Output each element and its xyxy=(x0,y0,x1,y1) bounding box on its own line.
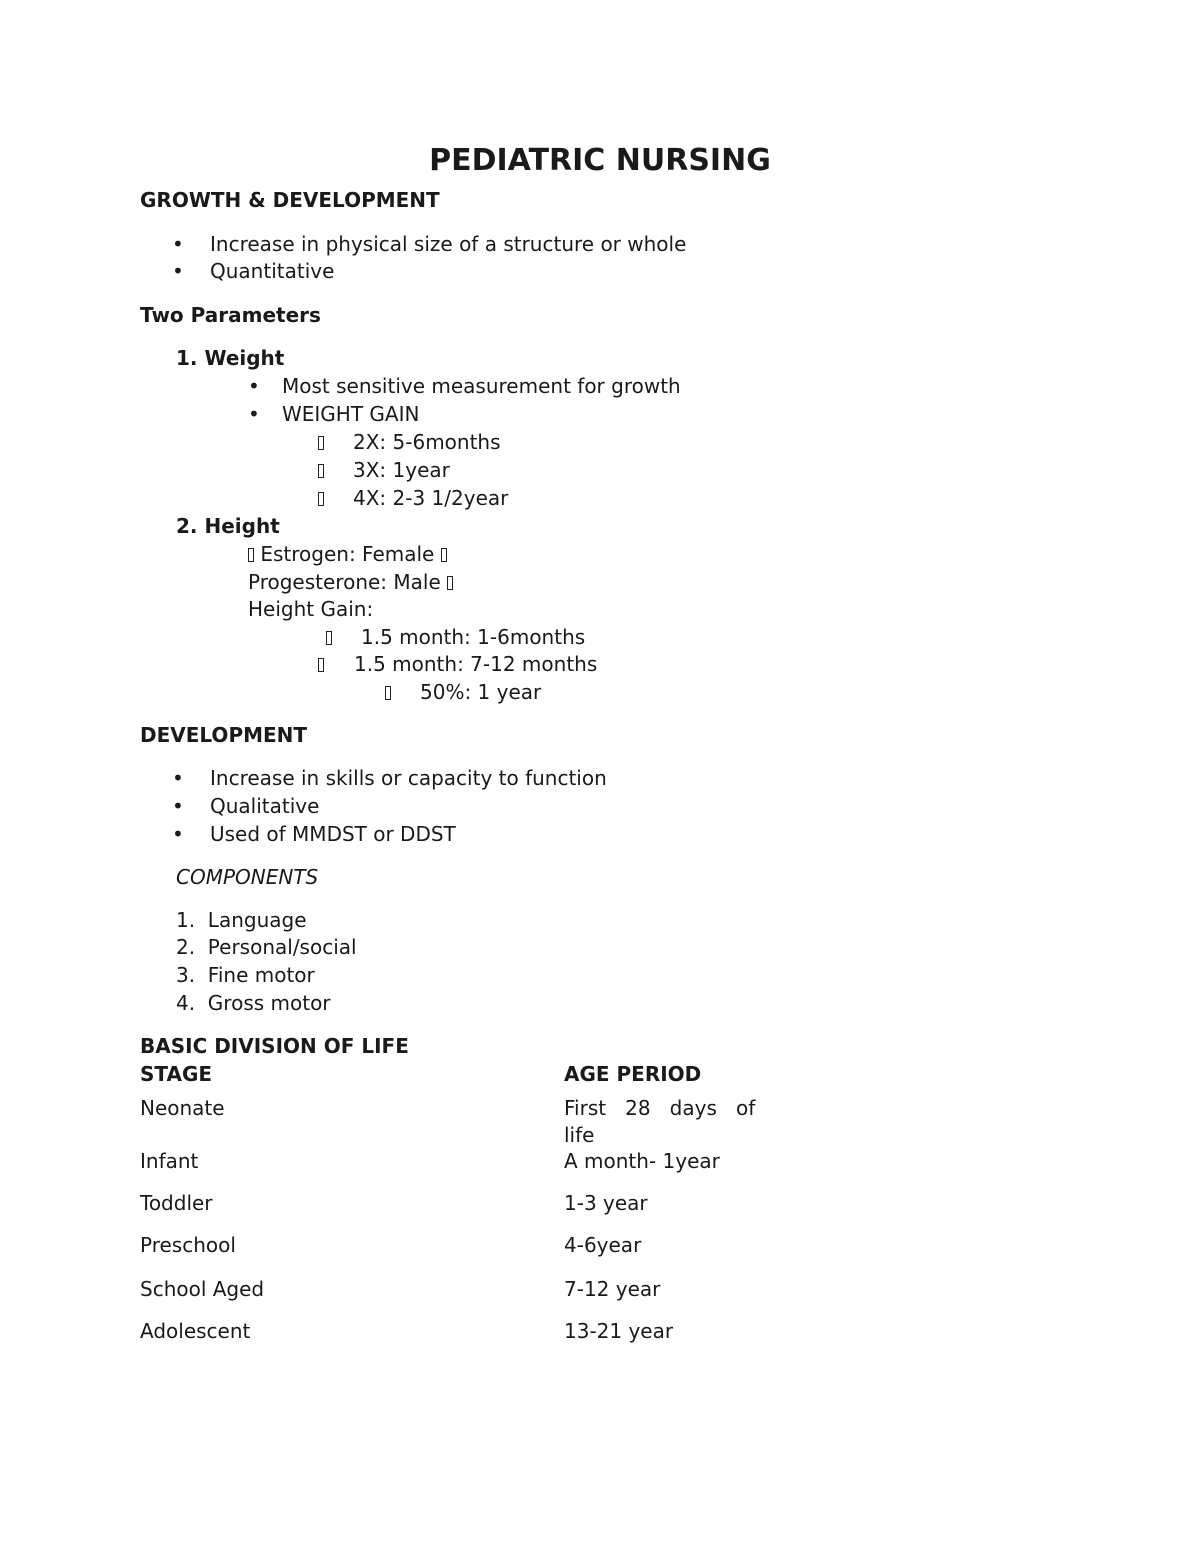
text: Estrogen: Female xyxy=(260,542,435,566)
height-line xyxy=(248,570,453,594)
list-item: 4X: 2-3 1/2year xyxy=(353,486,509,510)
column-header-age: AGE PERIOD xyxy=(564,1062,702,1086)
list-item: Increase in physical size of a structure or whole xyxy=(210,232,687,256)
stage-cell: Toddler xyxy=(140,1191,213,1215)
list-item: Increase in skills or capacity to function xyxy=(210,766,607,790)
height-line xyxy=(248,542,447,566)
age-cell: 4-6year xyxy=(564,1233,642,1257)
age-cell: 13-21 year xyxy=(564,1319,674,1343)
missing-glyph-icon xyxy=(318,652,324,676)
age-cell: life xyxy=(564,1123,595,1147)
missing-glyph-icon xyxy=(326,625,332,649)
missing-glyph-icon xyxy=(447,576,453,590)
missing-glyph-icon xyxy=(318,430,324,454)
weight-label: 1. Weight xyxy=(176,346,285,370)
stage-cell: Infant xyxy=(140,1149,199,1173)
bullet-icon: • xyxy=(172,766,184,790)
height-line: Height Gain: xyxy=(248,597,374,621)
missing-glyph-icon xyxy=(318,458,324,482)
heading-division: BASIC DIVISION OF LIFE xyxy=(140,1034,409,1058)
page-title: PEDIATRIC NURSING xyxy=(429,143,771,178)
bullet-icon: • xyxy=(172,794,184,818)
components-label: COMPONENTS xyxy=(176,865,319,889)
list-item: WEIGHT GAIN xyxy=(282,402,420,426)
text: Progesterone: Male xyxy=(248,570,441,594)
list-item: Used of MMDST or DDST xyxy=(210,822,456,846)
height-label: 2. Height xyxy=(176,514,280,538)
age-cell: First 28 days of xyxy=(564,1096,756,1120)
stage-cell: Neonate xyxy=(140,1096,225,1120)
bullet-icon: • xyxy=(172,822,184,846)
stage-cell: Adolescent xyxy=(140,1319,251,1343)
list-item: Quantitative xyxy=(210,259,335,283)
stage-cell: School Aged xyxy=(140,1277,265,1301)
list-item: Most sensitive measurement for growth xyxy=(282,374,681,398)
list-item: 1. Language xyxy=(176,908,307,932)
missing-glyph-icon xyxy=(441,548,447,562)
list-item: 2. Personal/social xyxy=(176,935,357,959)
stage-cell: Preschool xyxy=(140,1233,236,1257)
missing-glyph-icon xyxy=(318,486,324,510)
list-item: 1.5 month: 1-6months xyxy=(361,625,586,649)
list-item: 3. Fine motor xyxy=(176,963,315,987)
missing-glyph-icon xyxy=(385,680,391,704)
heading-development: DEVELOPMENT xyxy=(140,723,308,747)
list-item: 1.5 month: 7-12 months xyxy=(354,652,598,676)
missing-glyph-icon xyxy=(248,548,254,562)
heading-growth: GROWTH & DEVELOPMENT xyxy=(140,188,440,212)
heading-parameters: Two Parameters xyxy=(140,303,321,327)
bullet-icon: • xyxy=(248,402,260,426)
bullet-icon: • xyxy=(172,259,184,283)
bullet-icon: • xyxy=(248,374,260,398)
list-item: 4. Gross motor xyxy=(176,991,331,1015)
age-cell: 1-3 year xyxy=(564,1191,648,1215)
list-item: 50%: 1 year xyxy=(420,680,542,704)
column-header-stage: STAGE xyxy=(140,1062,213,1086)
list-item: 2X: 5-6months xyxy=(353,430,501,454)
list-item: Qualitative xyxy=(210,794,320,818)
list-item: 3X: 1year xyxy=(353,458,450,482)
age-cell: 7-12 year xyxy=(564,1277,661,1301)
bullet-icon: • xyxy=(172,232,184,256)
age-cell: A month- 1year xyxy=(564,1149,720,1173)
